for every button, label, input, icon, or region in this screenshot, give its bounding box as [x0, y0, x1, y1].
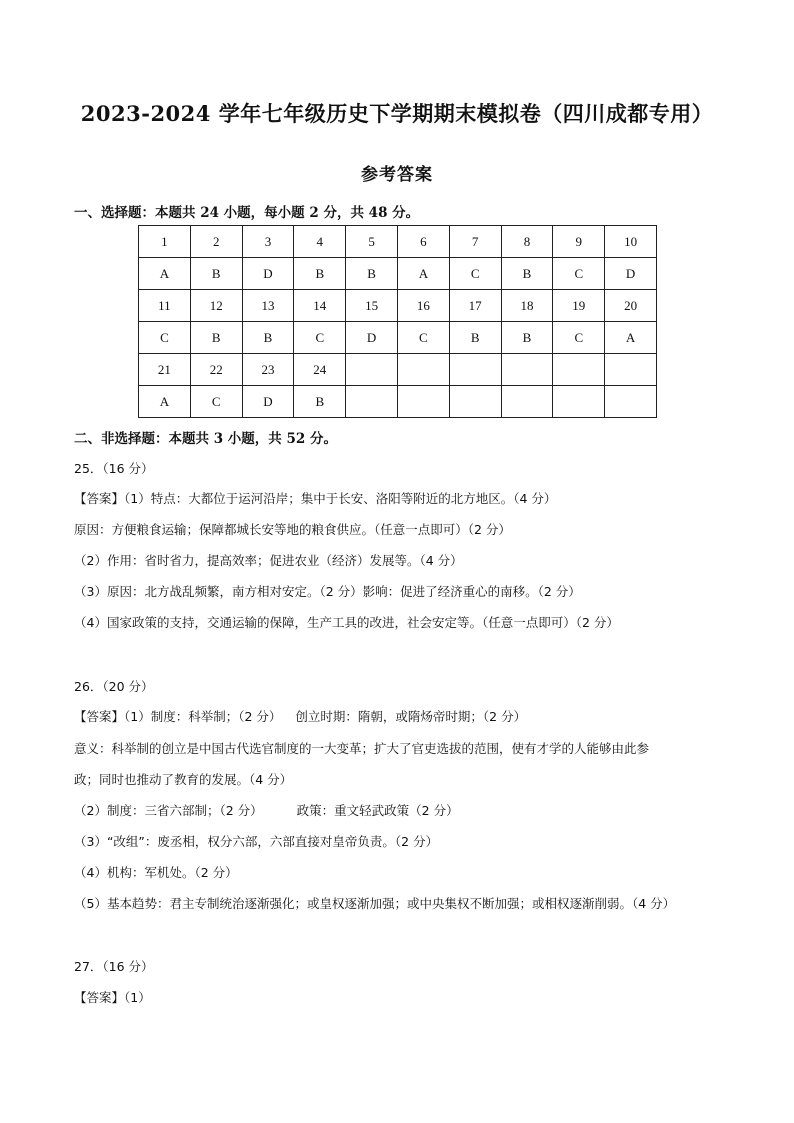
- q26-answer-part: 创立时期：隋朝，或隋炀帝时期；（2 分）: [295, 709, 527, 724]
- question-number-cell: 2: [190, 226, 242, 258]
- q25-answer-line: （3）原因：北方战乱频繁，南方相对安定。（2 分）影响：促进了经济重心的南移。（2 分）: [74, 584, 581, 599]
- answer-cell: C: [553, 322, 605, 354]
- question-number-cell: [449, 354, 501, 386]
- answer-row: [139, 258, 657, 290]
- q26-answer-line: （5）基本趋势：君主专制统治逐渐强化；或皇权逐渐加强；或中央集权不断加强；或相权逐渐削弱。（4 分）: [74, 896, 676, 911]
- answer-cell: [501, 386, 553, 418]
- question-number-cell: 9: [553, 226, 605, 258]
- answer-cell: D: [242, 386, 294, 418]
- page-title: 2023-2024 学年七年级历史下学期期末模拟卷（四川成都专用）: [80, 101, 714, 126]
- question-number-cell: 23: [242, 354, 294, 386]
- answer-row: [139, 386, 657, 418]
- q26-answer-part: （2）制度：三省六部制；（2 分）: [74, 803, 263, 818]
- q26-answer-part: 政策：重文轻武政策（2 分）: [296, 803, 459, 818]
- q26-header: 26．（20 分）: [74, 679, 154, 694]
- q26-answer-part: 【答案】（1）制度：科举制；（2 分）: [74, 709, 282, 724]
- q27-header: 27．（16 分）: [74, 959, 154, 974]
- answer-cell: A: [139, 386, 191, 418]
- answer-cell: B: [190, 258, 242, 290]
- answer-cell: C: [449, 258, 501, 290]
- answer-cell: D: [242, 258, 294, 290]
- question-number-row: [139, 354, 657, 386]
- question-number-cell: 14: [294, 290, 346, 322]
- page-subtitle: 参考答案: [361, 165, 433, 185]
- question-number-cell: 22: [190, 354, 242, 386]
- question-number-cell: [346, 354, 398, 386]
- q26-answer-line: （3）“改组”：废丞相，权分六部，六部直接对皇帝负责。（2 分）: [74, 834, 439, 849]
- answer-cell: C: [553, 258, 605, 290]
- section-heading-choice: 一、选择题：本题共 24 小题，每小题 2 分，共 48 分。: [74, 205, 420, 221]
- question-number-cell: 5: [346, 226, 398, 258]
- question-number-cell: 10: [605, 226, 657, 258]
- q26-answer-line: 意义：科举制的创立是中国古代选官制度的一大变革；扩大了官吏选拔的范围，使有才学的人能够由此参: [74, 741, 650, 756]
- answer-cell: B: [449, 322, 501, 354]
- question-number-cell: 7: [449, 226, 501, 258]
- q25-answer-line: （2）作用：省时省力，提高效率；促进农业（经济）发展等。（4 分）: [74, 553, 463, 568]
- answer-cell: C: [294, 322, 346, 354]
- question-number-cell: 11: [139, 290, 191, 322]
- question-number-cell: 6: [397, 226, 449, 258]
- answer-cell: D: [346, 322, 398, 354]
- answer-cell: [397, 386, 449, 418]
- q25-answer-line: （4）国家政策的支持，交通运输的保障，生产工具的改进，社会安定等。（任意一点即可）（2 分）: [74, 615, 619, 630]
- question-number-cell: 24: [294, 354, 346, 386]
- question-number-cell: 18: [501, 290, 553, 322]
- q27-answer-line: 【答案】（1）: [74, 990, 151, 1005]
- question-number-row: [139, 226, 657, 258]
- answer-cell: B: [346, 258, 398, 290]
- answer-cell: A: [397, 258, 449, 290]
- question-number-cell: 17: [449, 290, 501, 322]
- answer-cell: C: [397, 322, 449, 354]
- question-number-row: [139, 290, 657, 322]
- answer-cell: C: [139, 322, 191, 354]
- answer-cell: B: [501, 322, 553, 354]
- question-number-cell: [553, 354, 605, 386]
- answer-cell: D: [605, 258, 657, 290]
- question-number-cell: 15: [346, 290, 398, 322]
- answer-cell: B: [242, 322, 294, 354]
- q26-answer-line: 政；同时也推动了教育的发展。（4 分）: [74, 772, 293, 787]
- question-number-cell: 19: [553, 290, 605, 322]
- answer-cell: B: [190, 322, 242, 354]
- q26-answer-line: （4）机构：军机处。（2 分）: [74, 865, 238, 880]
- question-number-cell: 12: [190, 290, 242, 322]
- answer-cell: [605, 386, 657, 418]
- question-number-cell: 13: [242, 290, 294, 322]
- q26-answer-line: [74, 707, 526, 725]
- answer-table: [138, 225, 657, 418]
- q25-answer-line: 【答案】（1）特点：大都位于运河沿岸；集中于长安、洛阳等附近的北方地区。（4 分）: [74, 491, 557, 506]
- question-number-cell: 8: [501, 226, 553, 258]
- answer-cell: A: [605, 322, 657, 354]
- answer-cell: C: [190, 386, 242, 418]
- q26-answer-line: [74, 801, 459, 819]
- answer-cell: B: [294, 258, 346, 290]
- question-number-cell: [397, 354, 449, 386]
- question-number-cell: 4: [294, 226, 346, 258]
- q25-answer-line: 原因：方便粮食运输；保障都城长安等地的粮食供应。（任意一点即可）（2 分）: [74, 522, 511, 537]
- answer-cell: B: [294, 386, 346, 418]
- question-number-cell: [605, 354, 657, 386]
- question-number-cell: 21: [139, 354, 191, 386]
- answer-row: [139, 322, 657, 354]
- answer-cell: B: [501, 258, 553, 290]
- question-number-cell: 16: [397, 290, 449, 322]
- question-number-cell: 1: [139, 226, 191, 258]
- q25-header: 25．（16 分）: [74, 461, 154, 476]
- answer-cell: [346, 386, 398, 418]
- question-number-cell: 3: [242, 226, 294, 258]
- answer-cell: [553, 386, 605, 418]
- question-number-cell: 20: [605, 290, 657, 322]
- question-number-cell: [501, 354, 553, 386]
- section-heading-nonchoice: 二、非选择题：本题共 3 小题，共 52 分。: [74, 431, 337, 447]
- answer-cell: A: [139, 258, 191, 290]
- answer-cell: [449, 386, 501, 418]
